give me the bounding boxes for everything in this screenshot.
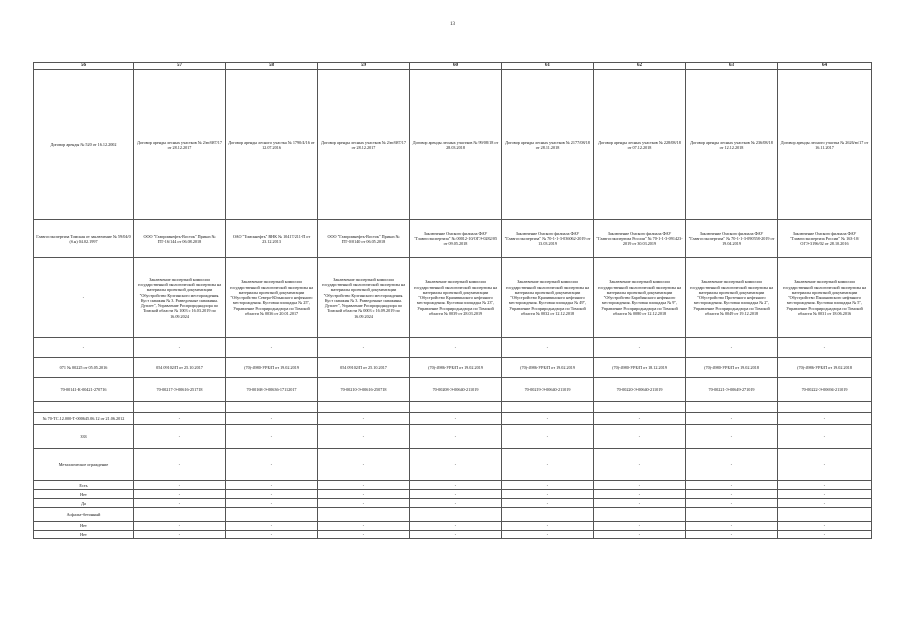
table-cell: ООО "Газпромнефть-Восток" Приказ № ПТ-0/0140 от 06.05.2018 — [318, 220, 410, 258]
table-cell: 054 09102/П от 25.10.2017 — [318, 358, 410, 378]
table-cell: - — [778, 522, 872, 530]
table-cell: - — [134, 490, 226, 499]
table-cell: - — [318, 490, 410, 499]
table-cell: - — [502, 413, 594, 425]
table-cell: - — [502, 490, 594, 499]
table-cell: - — [594, 449, 686, 481]
table-cell: - — [318, 425, 410, 449]
table-cell — [778, 402, 872, 413]
table-cell: - — [778, 530, 872, 538]
table-row-fence — [34, 449, 872, 481]
table-cell: - — [778, 490, 872, 499]
table-cell — [686, 508, 778, 522]
column-number: 56 — [34, 63, 134, 70]
table-cell: - — [318, 481, 410, 490]
table-cell: Заключение Омского филиала ФАУ "Главгосэкспертиза" № 00012-10/ОГЭ-0282/05 от 09.05.2018 — [410, 220, 502, 258]
table-cell: - — [778, 499, 872, 508]
table-cell — [686, 402, 778, 413]
table-cell: ОАО "Томскнефть" ВНК № 10417/211-П от 23.12.2013 — [226, 220, 318, 258]
table-cell — [226, 402, 318, 413]
table-cell: - — [134, 522, 226, 530]
table-cell: - — [410, 530, 502, 538]
table-cell: Договор аренды лесного участка № 1790/4/16 от 12.07.2016 — [226, 70, 318, 220]
table-row-ecology — [34, 258, 872, 338]
table-cell: - — [594, 499, 686, 508]
table-cell: Заключение экспертной комиссии государственной экологической экспертизы на материалы проектной документации "Обустройство Протечного нефтяного месторождения. Кустовая площадка № 2", Управление Росприроднадзора по Томской области № 0049 от 19.12.2018 — [686, 258, 778, 338]
table-cell: - — [410, 338, 502, 358]
table-cell: - — [34, 338, 134, 358]
table-cell: - — [226, 530, 318, 538]
table-cell: (70)-4980-УРБ/П от 19.02.2018 — [686, 358, 778, 378]
table-cell: - — [226, 481, 318, 490]
table-cell: - — [226, 449, 318, 481]
table-cell: Заключение Омского филиала ФАУ "Главгосэкспертиза России" № 70-1-1-3-091423-2019 от 30.03.2019 — [594, 220, 686, 258]
table-cell: 70-00217-Э-00616-251718 — [134, 378, 226, 402]
table-cell: - — [778, 413, 872, 425]
table-cell: - — [594, 481, 686, 490]
table-cell: 70-00219-Э-00640-211019 — [502, 378, 594, 402]
table-cell: Заключение экспертной комиссии государственной экологической экспертизы на материалы проектной документации "Обустройство Кулгинского месторождения. Куст скважин № 3. Разведочные скважины. Дуплет", Управление Росприроднадзора по Томской области № 0003 с 16.09.2019 по 16.09.2024 — [318, 258, 410, 338]
table-cell: Договор аренды лесных участков № 236/08/18 от 12.12.2018 — [686, 70, 778, 220]
table-cell: - — [134, 338, 226, 358]
table-cell: - — [686, 413, 778, 425]
table-cell: Заключение Омского филиала ФАУ "Главгосэкспертиза России" № 163-10/ОГЭ-3196/02 от 28.10.2016 — [778, 220, 872, 258]
table-cell: - — [34, 258, 134, 338]
table-cell: ЗЗЗ — [34, 425, 134, 449]
column-number: 59 — [318, 63, 410, 70]
table-cell: (70)-4986-УРБ/П от 19.02.2019 — [410, 358, 502, 378]
table-cell: - — [502, 499, 594, 508]
table-row-lease — [34, 70, 872, 220]
table-cell — [34, 402, 134, 413]
table-cell: Заключение Омского филиала ФАУ "Главгосэкспертиза" № 70-1-1-3-036062-2019 от 13.03.2019 — [502, 220, 594, 258]
table-row-no3 — [34, 530, 872, 538]
table-cell: - — [226, 425, 318, 449]
table-cell: Заключение экспертной комиссии государственной экологической экспертизы на материалы проектной документации "Обустройство Северо-Юльжского нефтяного месторождения. Кустовая площадка № 25", Управление Росприроднадзора по Томской области № 0036 от 20.01.2017 — [226, 258, 318, 338]
table-cell: - — [318, 413, 410, 425]
table-cell — [134, 402, 226, 413]
table-cell: 70-00141-К-00421-270716 — [34, 378, 134, 402]
table-cell: - — [686, 522, 778, 530]
table-cell: - — [226, 413, 318, 425]
table-cell: - — [778, 338, 872, 358]
table-cell: Договор аренды лесных участков № 228/08/18 от 07.12.2018 — [594, 70, 686, 220]
table-row-no2 — [34, 522, 872, 530]
column-number: 63 — [686, 63, 778, 70]
column-number: 60 — [410, 63, 502, 70]
table-cell: - — [226, 499, 318, 508]
table-cell: - — [594, 425, 686, 449]
table-cell: - — [410, 481, 502, 490]
table-cell: - — [226, 522, 318, 530]
table-cell — [778, 508, 872, 522]
table-row-yes — [34, 481, 872, 490]
table-cell: - — [410, 490, 502, 499]
table-cell: Нет — [34, 490, 134, 499]
table-cell: Заключение экспертной комиссии государственной экологической экспертизы на материалы проектной документации "Обустройство Пашановского нефтяного месторождения. Кустовая площадка № 5", Управление Росприроднадзора по Томской области № 0031 от 18.06.2016 — [778, 258, 872, 338]
table-cell: - — [134, 413, 226, 425]
table-cell: - — [502, 425, 594, 449]
table-cell: Заключение экспертной комиссии государственной экологической экспертизы на материалы проектной документации "Обустройство Крапивинского нефтяного месторождения. Кустовая площадка № 49", Управление Росприроднадзора по Томской области № 0032 от 12.12.2018 — [502, 258, 594, 338]
table-cell: - — [502, 449, 594, 481]
table-cell — [594, 508, 686, 522]
table-cell: - — [502, 530, 594, 538]
table-cell: - — [134, 499, 226, 508]
table-cell: - — [594, 413, 686, 425]
table-cell: - — [778, 449, 872, 481]
table-cell — [134, 508, 226, 522]
table-cell: 054 09102/П от 25.10.2017 — [134, 358, 226, 378]
column-header-row — [34, 63, 872, 70]
table-cell: - — [318, 338, 410, 358]
table-cell: - — [502, 481, 594, 490]
table-cell: Договор аренды лесных участков № 2/ю/687/17 от 28.12.2017 — [318, 70, 410, 220]
table-cell: 70-00208-Э-00640-211019 — [410, 378, 502, 402]
table-cell: - — [318, 530, 410, 538]
column-number: 62 — [594, 63, 686, 70]
table-cell: - — [778, 425, 872, 449]
table-cell: № 70-ТС.12.000-Т-000645.06.12 от 21.06.2012 — [34, 413, 134, 425]
table-cell: 071 № 00225 от 05.05.2016 — [34, 358, 134, 378]
table-cell: - — [594, 338, 686, 358]
table-row-numbers — [34, 378, 872, 402]
table-cell: Договор аренды лесных участков № 2177/08/18 от 28.11.2018 — [502, 70, 594, 220]
table-row-no1 — [34, 490, 872, 499]
table-row-zzz — [34, 425, 872, 449]
table-cell — [410, 402, 502, 413]
table-cell: 70-00221-Э-00649-271019 — [686, 378, 778, 402]
table-cell: - — [410, 499, 502, 508]
table-cell: - — [226, 490, 318, 499]
table-cell: Договор аренды лесных участков № 2/ю/687/17 от 28.12.2017 — [134, 70, 226, 220]
table-cell: - — [502, 522, 594, 530]
table-row-dash1 — [34, 338, 872, 358]
table-cell: - — [686, 338, 778, 358]
table-cell: Заключение Омского филиала ФАУ "Главгосэкспертиза" № 70-1-1-3-090558-2019 от 19.04.2019 — [686, 220, 778, 258]
table-cell: Договор аренды лесного участка № 2626/ю/17 от 16.11.2017 — [778, 70, 872, 220]
column-number: 64 — [778, 63, 872, 70]
table-row-da — [34, 499, 872, 508]
table-cell: - — [502, 338, 594, 358]
table-cell: Металлическое ограждение — [34, 449, 134, 481]
table-cell: Да — [34, 499, 134, 508]
table-cell: - — [134, 481, 226, 490]
table-cell: - — [686, 490, 778, 499]
table-cell: - — [134, 530, 226, 538]
table-cell: 70-00210-Э-00616-250718 — [318, 378, 410, 402]
table-cell: - — [410, 413, 502, 425]
table-row-blank — [34, 402, 872, 413]
table-cell: - — [410, 522, 502, 530]
table-cell: - — [318, 449, 410, 481]
page-number: 13 — [450, 22, 455, 27]
column-number: 58 — [226, 63, 318, 70]
table-cell: Заключение экспертной комиссии государственной экологической экспертизы на материалы проектной документации "Обустройство Кулгинского месторождения. Куст скважин № 3. Разведочные скважины. Дуплет", Управление Росприроднадзора по Томской области № 1003 с 16.03.2019 по 16.09.2024 — [134, 258, 226, 338]
table-cell: - — [410, 425, 502, 449]
table-cell: - — [686, 481, 778, 490]
table-cell: Договор аренды лесных участков № 99/08/18 от 28.03.2018 — [410, 70, 502, 220]
table-cell — [502, 508, 594, 522]
table-cell: Нет — [34, 522, 134, 530]
table-row-asphalt — [34, 508, 872, 522]
table-cell — [594, 402, 686, 413]
table-cell: - — [686, 499, 778, 508]
column-number: 57 — [134, 63, 226, 70]
table-cell: Нет — [34, 530, 134, 538]
table-cell: Заключение экспертной комиссии государственной экологической экспертизы на материалы проектной документации "Обустройство Крапивинского нефтяного месторождения. Кустовая площадка № 23", Управление Росприроднадзора по Томской области № 0039 от 28.03.2019 — [410, 258, 502, 338]
table-cell: - — [226, 338, 318, 358]
table-cell: 70-00220-Э-00640-211019 — [594, 378, 686, 402]
table-cell: - — [318, 522, 410, 530]
table-cell: (70)-4986-УРБ/П от 19.02.2019 — [502, 358, 594, 378]
table-cell: Договор аренды № 520 от 16.12.2002 — [34, 70, 134, 220]
table-cell: 70-00222-Э-00694-211019 — [778, 378, 872, 402]
table-row-expertise — [34, 220, 872, 258]
table-cell: - — [686, 425, 778, 449]
table-cell: - — [594, 530, 686, 538]
table-cell: (70)-4980-УРБ/П от 19.02.2019 — [226, 358, 318, 378]
table-cell — [226, 508, 318, 522]
table-cell — [318, 508, 410, 522]
table-cell: - — [686, 530, 778, 538]
table-cell: (70)-4986-УРБ/П от 19.02.2018 — [778, 358, 872, 378]
table-cell: Заключение экспертной комиссии государственной экологической экспертизы на материалы проектной документации "Обустройство Барабинского нефтяного месторождения. Кустовая площадка № 9", Управление Росприроднадзора по Томской области № 0080 от 12.12.2018 — [594, 258, 686, 338]
table-cell: - — [134, 425, 226, 449]
table-cell: Есть — [34, 481, 134, 490]
table-cell: - — [410, 449, 502, 481]
table-cell: - — [594, 490, 686, 499]
table-cell: Главгосэкспертиза Томская от заключение № 59/04/0 (б.н) 04.02.1997 — [34, 220, 134, 258]
table-cell: - — [778, 481, 872, 490]
table-cell: Асфальт-бетонный — [34, 508, 134, 522]
table-cell — [502, 402, 594, 413]
column-number: 61 — [502, 63, 594, 70]
table-cell: - — [594, 522, 686, 530]
table-cell: ООО "Газпромнефть-Восток" Приказ № ПТ-16/144 от 06.08.2018 — [134, 220, 226, 258]
table-cell — [410, 508, 502, 522]
table-row-tu — [34, 413, 872, 425]
table-cell: - — [686, 449, 778, 481]
registry-table — [33, 62, 872, 539]
table-cell: - — [134, 449, 226, 481]
table-cell — [318, 402, 410, 413]
table-row-permits — [34, 358, 872, 378]
table-cell: - — [318, 499, 410, 508]
table-cell: (70)-4980-УРБ/П от 18.12.2019 — [594, 358, 686, 378]
table-cell: 70-00168-Э-00636-17112017 — [226, 378, 318, 402]
